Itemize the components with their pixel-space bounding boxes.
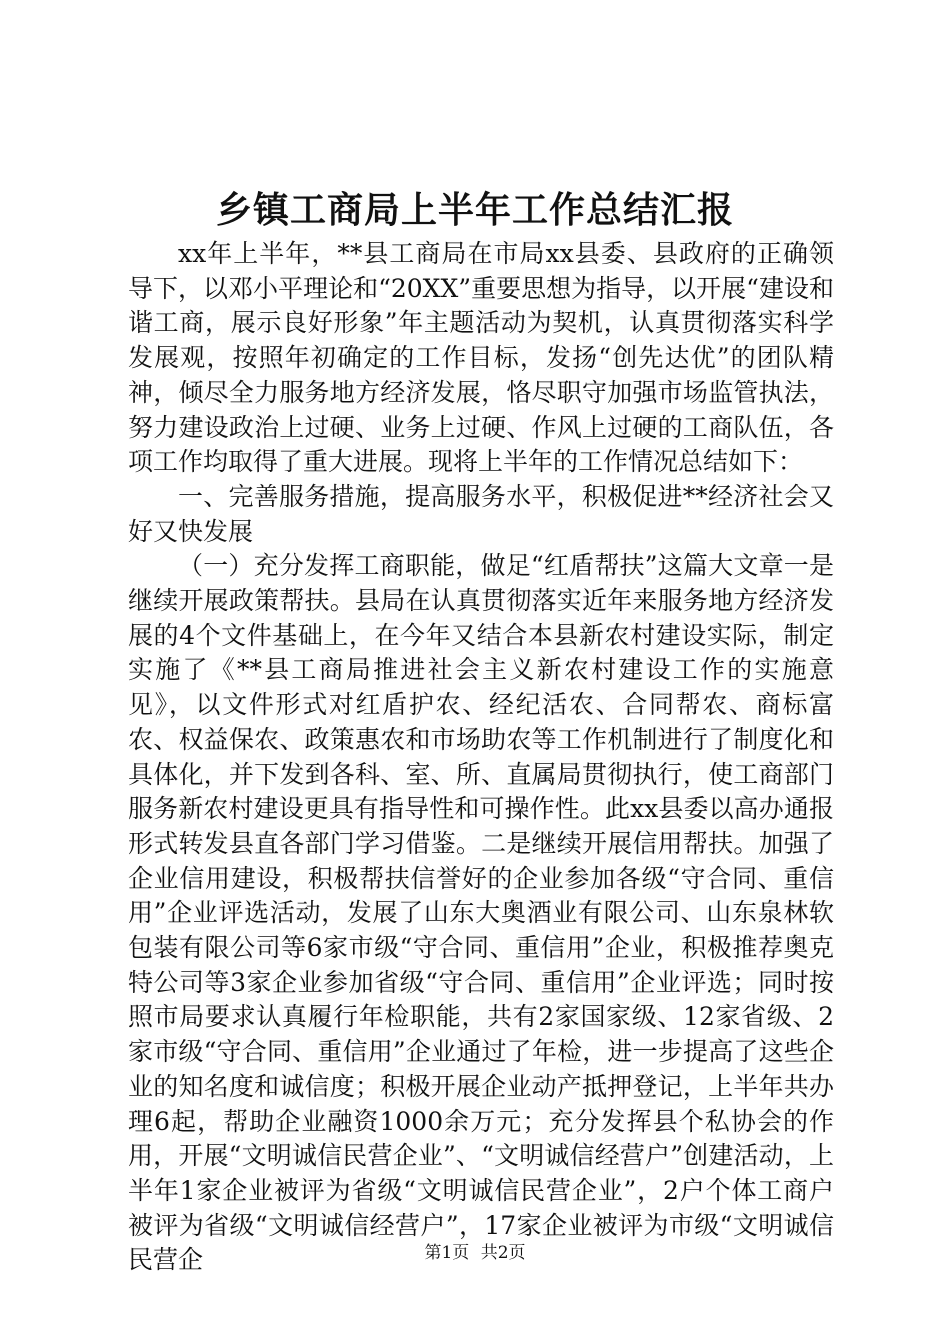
page-number-current: 第1页 xyxy=(424,1243,470,1263)
paragraph-section-heading: 一、完善服务措施，提高服务水平，积极促进**经济社会又好又快发展 xyxy=(128,481,834,546)
document-title: 乡镇工商局上半年工作总结汇报 xyxy=(215,189,734,231)
paragraph-intro: xx年上半年，**县工商局在市局xx县委、县政府的正确领导下，以邓小平理论和“20XX”重要思想为指导，以开展“建设和谐工商，展示良好形象”年主题活动为契机，认真贯彻落实科学发展观，按照年初确定的工作目标，发扬“创先达优”的团队精神，倾尽全力服务地方经济发展，恪尽职守加强市场监管执法，努力建设政治上过硬、业务上过硬、作风上过硬的工商队伍，各项工作均取得了重大进展。现将上半年的工作情况总结如下： xyxy=(128,239,834,477)
document-body xyxy=(128,237,834,1278)
page-number-total: 共2页 xyxy=(480,1243,526,1263)
page-footer xyxy=(0,1241,950,1265)
paragraph-subsection: （一）充分发挥工商职能，做足“红盾帮扶”这篇大文章一是继续开展政策帮扶。县局在认真贯彻落实近年来服务地方经济发展的4个文件基础上，在今年又结合本县新农村建设实际，制定实施了《**县工商局推进社会主义新农村建设工作的实施意见》，以文件形式对红盾护农、经纪活农、合同帮农、商标富农、权益保农、政策惠农和市场助农等工作机制进行了制度化和具体化，并下发到各科、室、所、直属局贯彻执行，使工商部门服务新农村建设更具有指导性和可操作性。此xx县委以高办通报形式转发县直各部门学习借鉴。二是继续开展信用帮扶。加强了企业信用建设，积极帮扶信誉好的企业参加各级“守合同、重信用”企业评选活动，发展了山东大奥酒业有限公司、山东泉林软包装有限公司等6家市级“守合同、重信用”企业，积极推荐奥克特公司等3家企业参加省级“守合同、重信用”企业评选；同时按照市局要求认真履行年检职能，共有2家国家级、12家省级、2家市级“守合同、重信用”企业通过了年检，进一步提高了这些企业的知名度和诚信度；积极开展企业动产抵押登记，上半年共办理6起，帮助企业融资1000余万元；充分发挥县个私协会的作用，开展“文明诚信民营企业”、“文明诚信经营户”创建活动，上半年1家企业被评为省级“文明诚信民营企业”，2户个体工商户被评为省级“文明诚信经营户”，17家企业被评为市级“文明诚信民营企 xyxy=(128,551,834,1275)
